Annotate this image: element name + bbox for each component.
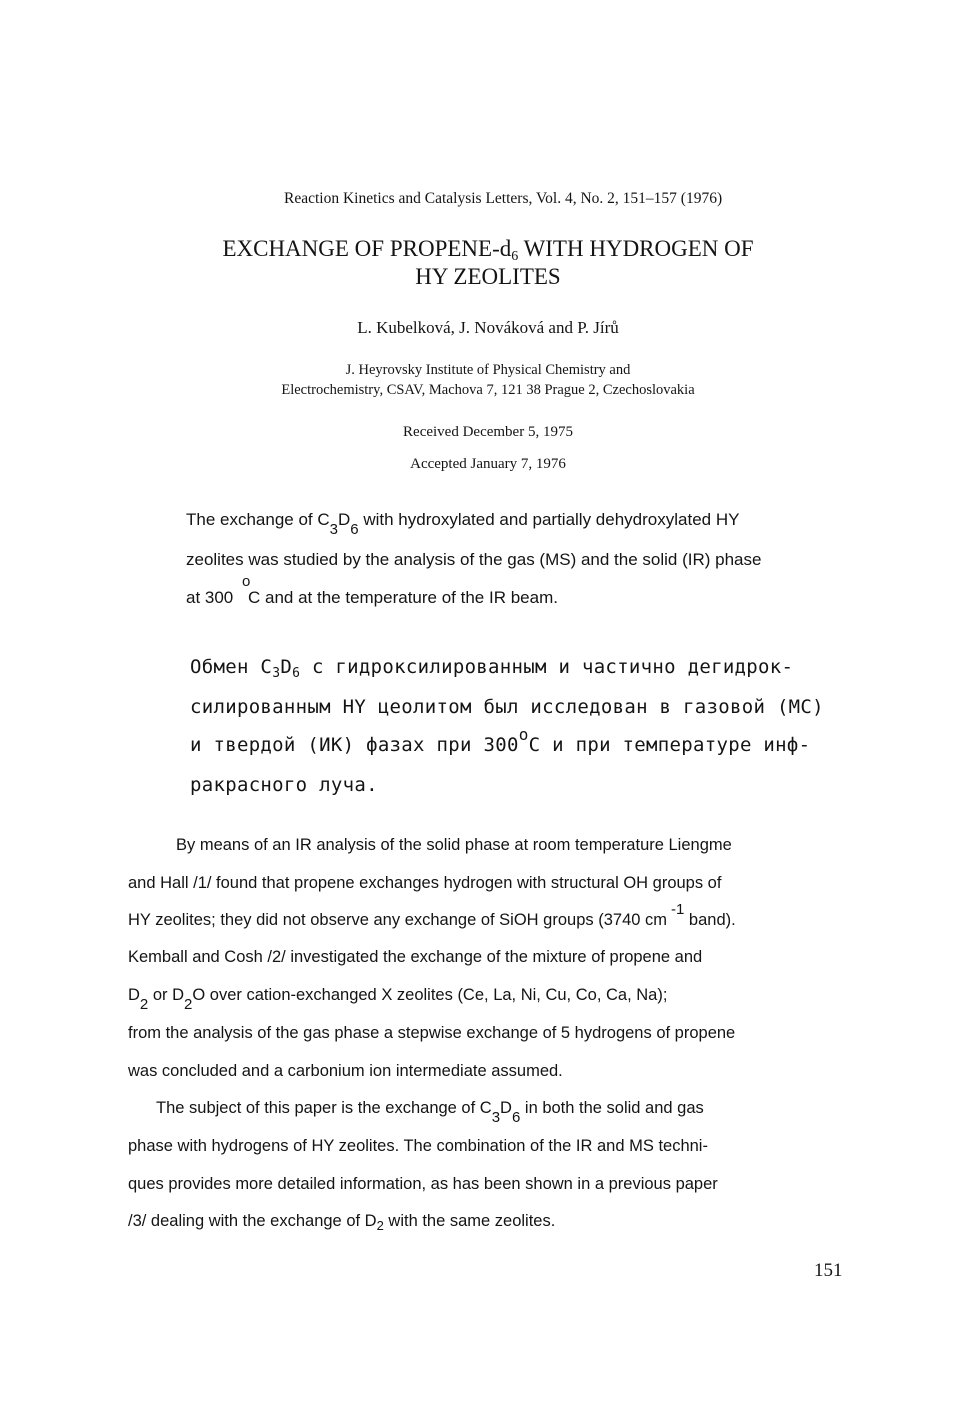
abstract-ru-line-1: Обмен $C_3D_6$ с гидроксилированным и частично дегидрок- bbox=[190, 656, 794, 681]
paper-title bbox=[0, 235, 976, 291]
body-line: By means of an IR analysis of the solid phase at room temperature Liengme bbox=[176, 836, 732, 854]
authors: L. Kubelková, J. Nováková and P. Jírů bbox=[357, 318, 619, 337]
body-line: and Hall /1/ found that propene exchanges hydrogen with structural OH groups of bbox=[128, 874, 722, 892]
degree-symbol: o bbox=[242, 573, 251, 590]
body-line: was concluded and a carbonium ion intermediate assumed. bbox=[128, 1062, 563, 1080]
body-line: from the analysis of the gas phase a stepwise exchange of 5 hydrogens of propene bbox=[128, 1024, 736, 1042]
affiliation-line-2: Electrochemistry, CSAV, Machova 7, 121 38 Prague 2, Czechoslovakia bbox=[281, 382, 695, 398]
body-line: phase with hydrogens of HY zeolites. The combination of the IR and MS techni- bbox=[128, 1137, 708, 1155]
body-line: ques provides more detailed information, as has been shown in a previous paper bbox=[128, 1175, 718, 1193]
page-number: 151 bbox=[814, 1260, 843, 1281]
abstract-en-line-1: The exchange of C3D6 with hydroxylated and partially dehydroxylated HY bbox=[186, 510, 740, 538]
body-line: Kemball and Cosh /2/ investigated the exchange of the mixture of propene and bbox=[128, 948, 703, 966]
abstract-ru-line-4: ракрасного луча. bbox=[190, 774, 378, 796]
abstract-en-line-3: at 300 C and at the temperature of the IR beam. bbox=[186, 588, 558, 607]
body-line: HY zeolites; they did not observe any exchange of SiOH groups (3740 cm-1 band). bbox=[128, 901, 736, 929]
title-line-2: HY ZEOLITES bbox=[415, 264, 561, 289]
accepted-date: Accepted January 7, 1976 bbox=[410, 456, 566, 472]
affiliation-line-1: J. Heyrovsky Institute of Physical Chemistry and bbox=[345, 362, 631, 378]
body-line: D2 or D2O over cation-exchanged X zeolites (Ce, La, Ni, Cu, Co, Ca, Na); bbox=[128, 986, 668, 1013]
journal-citation: Reaction Kinetics and Catalysis Letters, Vol. 4, No. 2, 151–157 (1976) bbox=[284, 190, 723, 207]
body-line: The subject of this paper is the exchange of C3D6 in both the solid and gas bbox=[156, 1099, 704, 1126]
title-line-1: EXCHANGE OF PROPENE-$d_6$ WITH HYDROGEN OF bbox=[222, 236, 754, 264]
abstract-ru-line-3: и твердой (ИК) фазах при 300$^o$C и при температуре инф- bbox=[190, 725, 811, 756]
received-date: Received December 5, 1975 bbox=[403, 424, 573, 440]
body-line: /3/ dealing with the exchange of $D_2$ with the same zeolites. bbox=[128, 1212, 556, 1233]
abstract-ru-line-2: силированным HY цеолитом был исследован в газовой (МС) bbox=[190, 696, 824, 718]
abstract-en-line-2: zeolites was studied by the analysis of the gas (MS) and the solid (IR) phase bbox=[186, 550, 762, 569]
